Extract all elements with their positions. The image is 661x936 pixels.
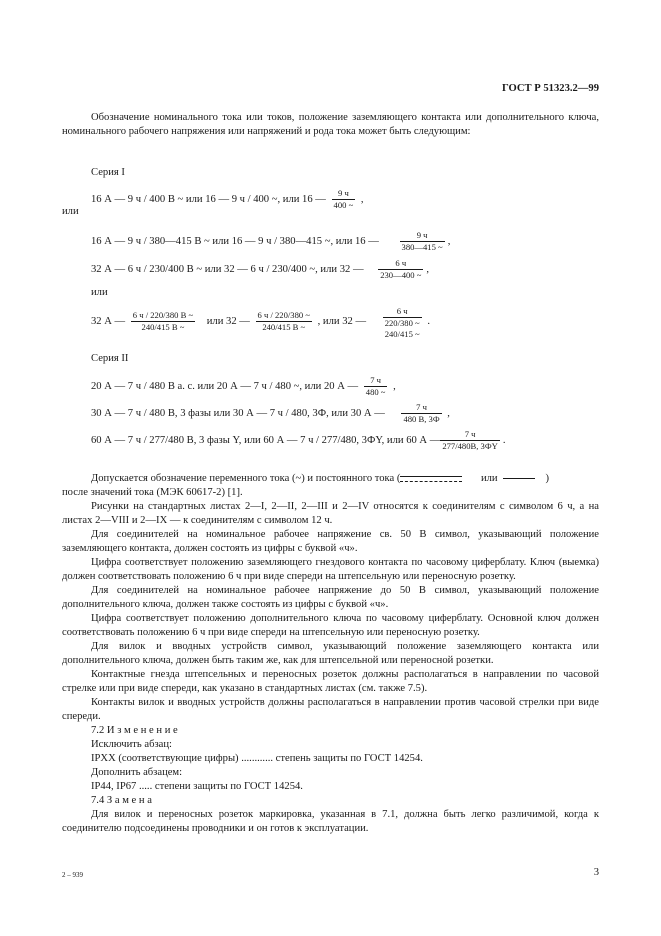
dc-symbol-solid — [503, 478, 535, 479]
body-text: Допускается обозначение переменного тока (~) и постоянного тока ( или ) после значений тока (МЭК 60617-2) [1]. Рисунки на стандартных листах 2—I, 2—II, 2—III и 2—IV относятся к соединителям с символом 6 ч, а на листах 2—VIII и 2—IX — к соединителям с символом 12 ч. Для соединителей на номинальное рабочее напряжение св. 50 В символ, указывающий положение заземляющего контакта, должен состоять из цифры с буквой «ч». Цифра соответствует положению заземляющего гнездового контакта по часовому циферблату. Ключ (выемка) должен соответствовать положению 6 ч при виде спереди на штепсельную или переносную розетку. Для соединителей на номинальное рабочее напряжение до 50 В символ, указывающий положение дополнительного ключа, должен также состоять из цифры с буквой «ч». Цифра соответствует положению дополнительного ключа по часовому циферблату. Основной ключ должен соответствовать положению 6 ч при виде спереди на штепсельную или переносную розетку. Для вилок и вводных устройств символ, указывающий положение заземляющего контакта или дополнительного ключа, должен быть таким же, как для штепсельной или переносной розетки. Контактные гнезда штепсельных и переносных розеток должны располагаться в направлении по часовой стрелке или при виде спереди, как указано в стандартных листах (см. также 7.5). Контакты вилок и вводных устройств должны располагаться в направлении против часовой стрелки при виде спереди. 7.2 И з м е н е н и е Исключить абзац: IPXX (соответствующие цифры) ............ степень защиты по ГОСТ 14254. Дополнить абзацем: IP44, IP67 ..... степени защиты по ГОСТ 14254. 7.4 З а м е н а Для вилок и переносных розеток маркировка, указанная в 7.1, должна быть легко различимой, когда к соединителю подсоединены проводники и он готов к эксплуатации. — [62, 473, 599, 834]
series-2-line-3: 60 А — 7 ч / 277/480 В, 3 фазы Y, или 60 А — 7 ч / 277/480, 3ФY, или 60 А — $\frac{7 ч}{277/480В, 3ФY}$ . — [91, 429, 506, 451]
current-notation-paragraph: Допускается обозначение переменного тока (~) и постоянного тока ( или ) — [91, 473, 550, 484]
or-label: или — [62, 206, 79, 217]
or-label: или — [91, 287, 108, 298]
fraction: $\frac{7 ч}{480 \sim}$ — [365, 375, 386, 397]
fraction: $\frac{6 ч / 220/380 В \sim}{240/415 В \sim}$ — [132, 310, 194, 332]
fraction: 6 ч 220/380 ~ 240/415 ~ — [384, 306, 420, 339]
series-2-title: Серия II — [91, 353, 129, 364]
series-1-line-1: 16 А — 9 ч / 400 В ~ или 16 — 9 ч / 400 ~, или 16 — $\frac{9 ч}{400 \sim}$ , — [91, 188, 364, 210]
standard-header: ГОСТ Р 51323.2—99 — [502, 83, 599, 94]
series-1-title: Серия I — [91, 167, 125, 178]
series-2-line-1: 20 А — 7 ч / 480 В а. с. или 20 А — 7 ч / 480 ~, или 20 А — $\frac{7 ч}{480 \sim}$ , — [91, 375, 396, 397]
section-7-4: 7.4 З а м е н а — [91, 795, 152, 806]
intro-paragraph: Обозначение номинального тока или токов, положение заземляющего контакта или дополнительного ключа, номинального рабочего напряжения или напряжений и рода тока может быть следующим: — [62, 112, 599, 137]
fraction: $\frac{9 ч}{400 \sim}$ — [333, 188, 354, 210]
series-1-line-2: 16 А — 9 ч / 380—415 В ~ или 16 — 9 ч / 380—415 ~, или 16 — $\frac{9 ч}{380—415 \sim}$ , — [91, 230, 451, 252]
series-2-line-2: 30 А — 7 ч / 480 В, 3 фазы или 30 А — 7 ч / 480, 3Ф, или 30 А — $\frac{7 ч}{480 В, 3Ф}$ , — [91, 402, 450, 424]
fraction: $\frac{7 ч}{480 В, 3Ф}$ — [403, 402, 440, 424]
fraction: $\frac{9 ч}{380—415 \sim}$ — [401, 230, 443, 252]
dc-symbol-dashed — [400, 476, 462, 482]
series-1-line-3: 32 А — 6 ч / 230/400 В ~ или 32 — 6 ч / 230/400 ~, или 32 — $\frac{6 ч}{230—400 \sim}$ , — [91, 258, 430, 280]
section-7-2: 7.2 И з м е н е н и е — [91, 725, 178, 736]
print-code: 2 – 939 — [62, 871, 83, 879]
series-1-line-4: 32 А — $\frac{6 ч / 220/380 В \sim}{240/415 В \sim}$ или 32 — $\frac{6 ч / 220/380 \sim}{240/415 В \sim}$ , или 32 — 6 ч 220/380 ~ 240/415 ~ . — [91, 306, 430, 339]
fraction: $\frac{6 ч}{230—400 \sim}$ — [380, 258, 422, 280]
page-number: 3 — [593, 867, 599, 878]
fraction: $\frac{7 ч}{277/480В, 3ФY}$ — [442, 429, 498, 451]
fraction: $\frac{6 ч / 220/380 \sim}{240/415 В \sim}$ — [257, 310, 310, 332]
